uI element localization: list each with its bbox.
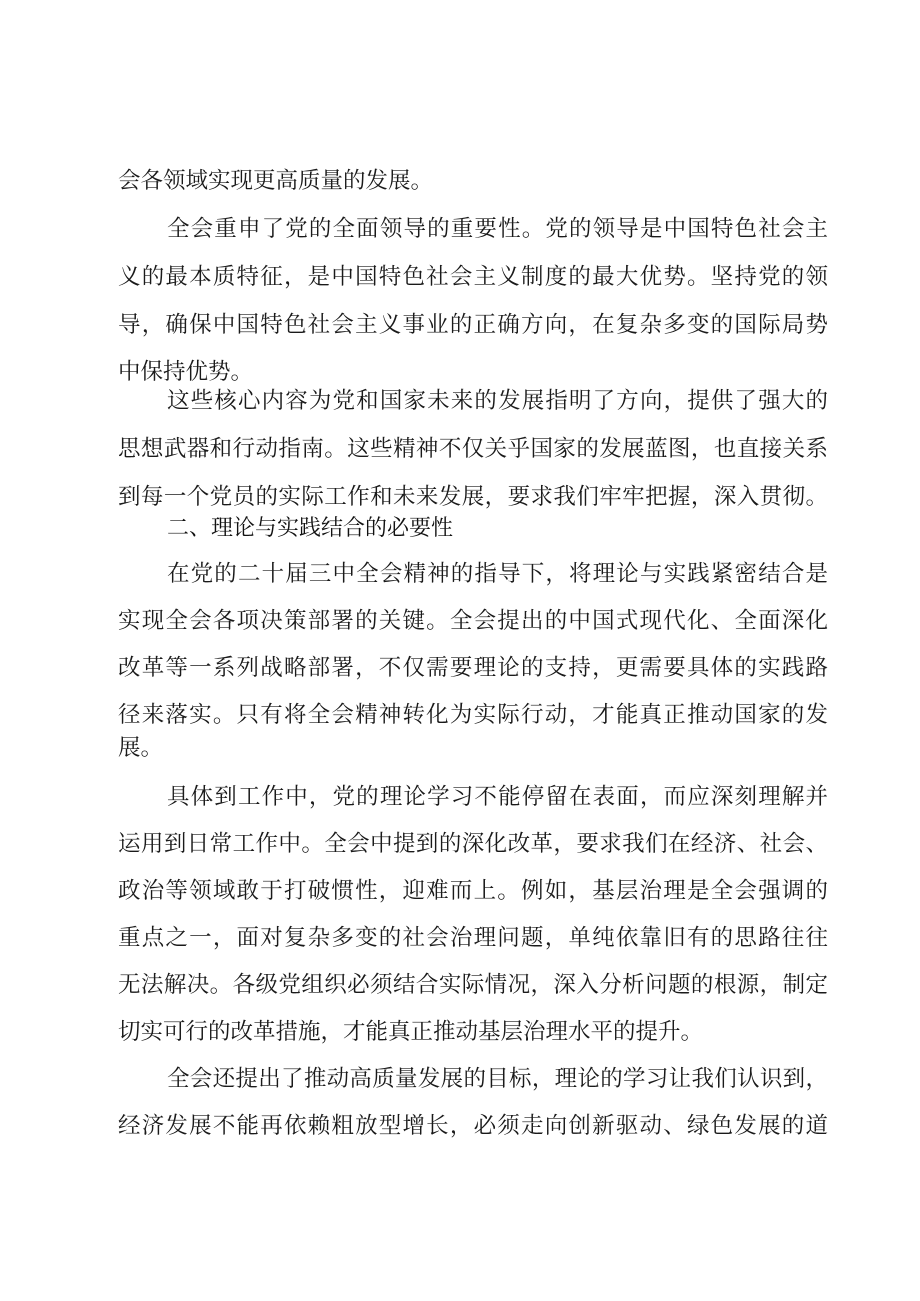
paragraph-line: 导，确保中国特色社会主义事业的正确方向，在复杂多变的国际局势 — [118, 312, 828, 338]
paragraph-line: 全会还提出了推动高质量发展的目标，理论的学习让我们认识到， — [167, 1066, 828, 1092]
paragraph-line: 重点之一，面对复杂多变的社会治理问题，单纯依靠旧有的思路往往 — [118, 925, 828, 951]
paragraph-line: 展。 — [118, 735, 164, 761]
paragraph-line: 义的最本质特征，是中国特色社会主义制度的最大优势。坚持党的领 — [118, 264, 828, 290]
section-heading: 二、理论与实践结合的必要性 — [167, 516, 454, 541]
paragraph-line: 这些核心内容为党和国家未来的发展指明了方向，提供了强大的 — [167, 388, 828, 414]
paragraph-line: 全会重申了党的全面领导的重要性。党的领导是中国特色社会主 — [167, 216, 828, 242]
paragraph-line: 无法解决。各级党组织必须结合实际情况，深入分析问题的根源，制定 — [118, 972, 828, 998]
paragraph-line: 在党的二十届三中全会精神的指导下，将理论与实践紧密结合是 — [167, 561, 828, 587]
paragraph-line: 到每一个党员的实际工作和未来发展，要求我们牢牢把握，深入贯彻。 — [118, 484, 828, 510]
paragraph-line: 径来落实。只有将全会精神转化为实际行动，才能真正推动国家的发 — [118, 702, 828, 728]
paragraph-line: 经济发展不能再依赖粗放型增长，必须走向创新驱动、绿色发展的道 — [118, 1113, 828, 1139]
paragraph-line: 切实可行的改革措施，才能真正推动基层治理水平的提升。 — [118, 1019, 704, 1045]
paragraph-line: 具体到工作中，党的理论学习不能停留在表面，而应深刻理解并 — [167, 784, 828, 810]
paragraph-line: 政治等领域敢于打破惯性，迎难而上。例如，基层治理是全会强调的 — [118, 878, 828, 904]
paragraph-line: 实现全会各项决策部署的关键。全会提出的中国式现代化、全面深化 — [118, 608, 828, 634]
paragraph-line: 中保持优势。 — [118, 359, 254, 385]
paragraph-line: 运用到日常工作中。全会中提到的深化改革，要求我们在经济、社会、 — [118, 831, 828, 857]
paragraph-line: 改革等一系列战略部署，不仅需要理论的支持，更需要具体的实践路 — [118, 655, 828, 681]
paragraph-line: 会各领域实现更高质量的发展。 — [118, 168, 434, 194]
paragraph-line: 思想武器和行动指南。这些精神不仅关乎国家的发展蓝图，也直接关系 — [118, 436, 828, 462]
